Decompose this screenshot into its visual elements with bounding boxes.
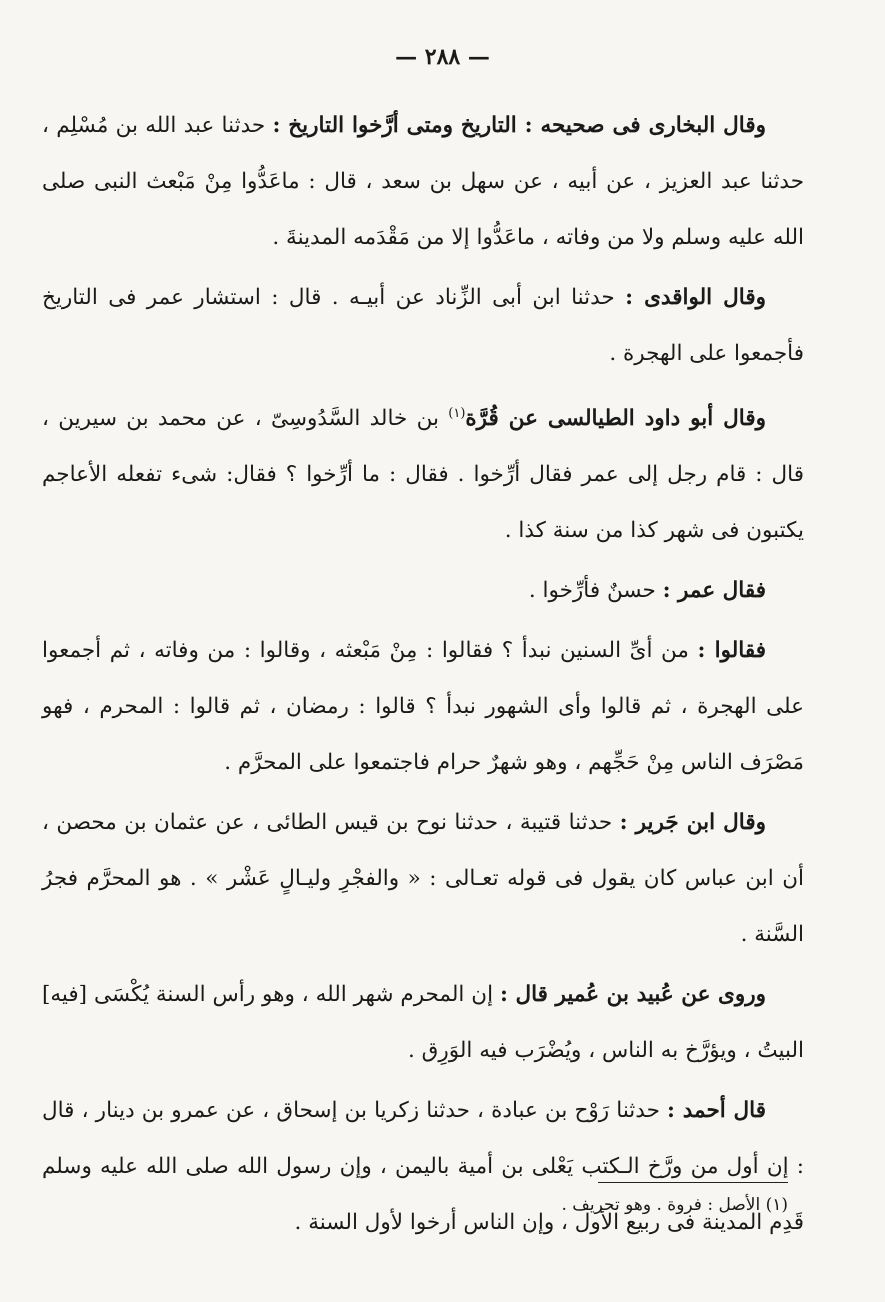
paragraph-text: حسنٌ فأرِّخوا . (528, 578, 663, 604)
page-number: — ٢٨٨ — (395, 44, 490, 70)
paragraph-lead: وقال الواقدى : (625, 285, 766, 310)
paragraph-text: إن المحرم شهر الله ، وهو رأس السنة يُكْسَى [فيه] البيتُ ، ويؤرَّخ به الناس ، ويُضْرَب فيه الوَرِق . (42, 982, 804, 1064)
paragraph-lead: وقال أبو داود الطيالسى عن قُرَّة (465, 406, 766, 432)
paragraph-lead: وقال البخارى فى صحيحه : التاريخ ومتى أرَّخوا التاريخ : (272, 113, 766, 138)
paragraph-lead: وروى عن عُبيد بن عُمير قال : (499, 982, 766, 1008)
footnote-reference: (١) (448, 406, 466, 421)
paragraph-tayalisi (42, 386, 804, 559)
paragraph-lead: فقالوا : (697, 638, 766, 664)
paragraph-ubayd (42, 967, 804, 1079)
paragraph-text: من أىِّ السنين نبدأ ؟ فقالوا : مِنْ مَبْعثه ، وقالوا : من وفاته ، ثم أجمعوا على الهجرة ، ثم قالوا وأى الشهور نبدأ ؟ قالوا : رمضان ، ثم قالوا : المحرم ، فهو مَصْرَف الناس مِنْ حَجِّهم ، وهو شهرٌ حرام فاجتمعوا على المحرَّم . (42, 638, 804, 776)
paragraph-text: حدثنا ابن أبى الزِّناد عن أبيـه . قال : استشار عمر فى التاريخ فأجمعوا على الهجرة . (42, 285, 804, 366)
paragraph-text: حدثنا عبد الله بن مُسْلِم ، حدثنا عبد العزيز ، عن أبيه ، عن سهل بن سعد ، قال : ماعَدُّوا مِنْ مَبْعث النبى صلى الله عليه وسلم ولا من وفاته ، ماعَدُّوا إلا من مَقْدَمه المدينةَ . (42, 113, 804, 250)
paragraph-ibn-jarir (42, 795, 804, 963)
paragraph-waqidi (42, 270, 804, 382)
paragraph-ahmad (42, 1083, 804, 1251)
paragraph-text: حدثنا قتيبة ، حدثنا نوح بن قيس الطائى ، عن عثمان بن محصن ، أن ابن عباس كان يقول فى قوله تعـالى : « والفجْرِ وليـالٍ عَشْر » . هو المحرَّم فجرُ السَّنة . (42, 810, 804, 948)
paragraph-lead: فقال عمر : (662, 578, 766, 604)
paragraph-faqalu (42, 623, 804, 791)
paragraph-lead: قال أحمد : (667, 1098, 766, 1124)
footnote: (١) الأصل : فروة . وهو تحريف . (561, 1195, 788, 1215)
paragraph-text: حدثنا رَوْح بن عبادة ، حدثنا زكريا بن إسحاق ، عن عمرو بن دينار ، قال : إن أول من ورَّخ الـكتب يَعْلى بن أمية باليمن ، وإن رسول الله صلى الله عليه وسلم قَدِم المدينة فى ربيع الأول ، وإن الناس أرخوا لأول السنة . (42, 1098, 804, 1236)
footnote-divider (598, 1182, 788, 1183)
paragraph-text: بن خالد السَّدُوسِىّ ، عن محمد بن سيرين ، قال : قام رجل إلى عمر فقال أرِّخوا . فقال : ما أرِّخوا ؟ فقال: شىء تفعله الأعاجم يكتبون فى شهر كذا من سنة كذا . (42, 406, 804, 544)
paragraph-umar (42, 563, 804, 619)
paragraph-lead: وقال ابن جَرير : (619, 810, 766, 836)
paragraph-bukhari (42, 98, 804, 266)
page-body (42, 98, 804, 1255)
